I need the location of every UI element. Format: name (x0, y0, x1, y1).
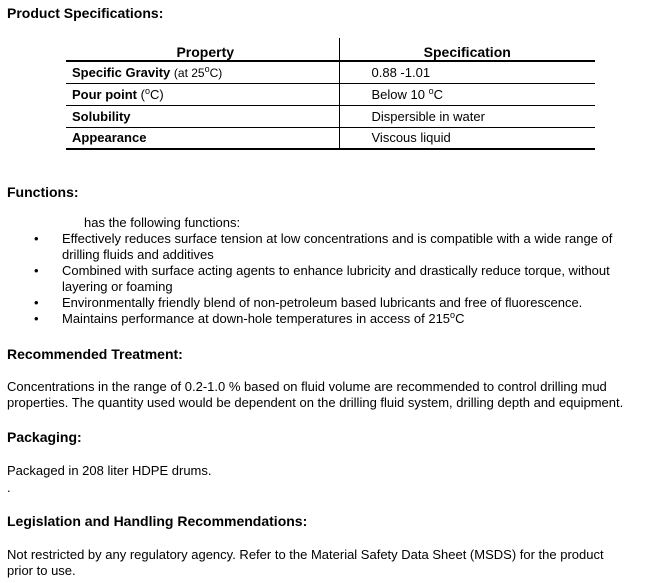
property-label: Appearance (72, 130, 147, 146)
table-row (66, 127, 595, 149)
list-item: • Combined with surface acting agents to enhance lubricity and drastically reduce torque, without layering or foaming (34, 263, 610, 294)
list-item: • Environmentally friendly blend of non-petroleum based lubricants and free of fluorescence. (34, 295, 583, 310)
legislation-paragraph: Not restricted by any regulatory agency. Refer to the Material Safety Data Sheet (MSDS) for the product prior to use. (7, 547, 604, 578)
stray-period: . (7, 480, 11, 495)
recommended-treatment-heading: Recommended Treatment: (7, 346, 183, 362)
legislation-heading: Legislation and Handling Recommendations: (7, 513, 308, 529)
list-item: • Effectively reduces surface tension at low concentrations and is compatible with a wide range of drilling fluids and additives (34, 231, 613, 262)
functions-intro: has the following functions: (84, 215, 241, 230)
list-item: • Maintains performance at down-hole temperatures in access of 215$^o$C (34, 310, 465, 326)
specifications-table (66, 38, 595, 150)
packaging-text: Packaged in 208 liter HDPE drums. (7, 463, 212, 478)
treatment-paragraph: Concentrations in the range of 0.2-1.0 % based on fluid volume are recommended to control drilling mud properties. The quantity used would be dependent on the drilling fluid system, drilling depth and equipment. (7, 379, 624, 410)
functions-heading: Functions: (7, 184, 79, 200)
property-cell (66, 105, 339, 127)
table-row (66, 83, 595, 105)
property-label: Pour point (72, 86, 137, 102)
bullet-icon: • (34, 231, 39, 246)
property-label: Specific Gravity (72, 64, 171, 80)
bullet-icon: • (34, 263, 39, 278)
property-cell (66, 83, 339, 105)
property-cell (66, 61, 339, 83)
table-row (66, 61, 595, 83)
specification-value: 0.88 -1.01 (371, 64, 431, 80)
table-header-row (66, 38, 595, 61)
table-row (66, 105, 595, 127)
bullet-icon: • (34, 311, 39, 326)
property-note: (at 25$^o$C) (173, 63, 223, 80)
packaging-heading: Packaging: (7, 429, 82, 445)
specification-value: Below 10 $^o$C (371, 85, 444, 102)
property-column-header: Property (66, 38, 339, 61)
property-cell (66, 127, 339, 149)
functions-list (0, 231, 612, 327)
specification-value: Dispersible in water (371, 108, 485, 124)
specification-value: Viscous liquid (371, 130, 451, 146)
property-note: ($^o$C) (140, 85, 164, 102)
product-specifications-heading: Product Specifications: (7, 5, 164, 21)
bullet-icon: • (34, 295, 39, 310)
property-label: Solubility (72, 108, 131, 124)
specification-column-header: Specification (423, 44, 511, 60)
